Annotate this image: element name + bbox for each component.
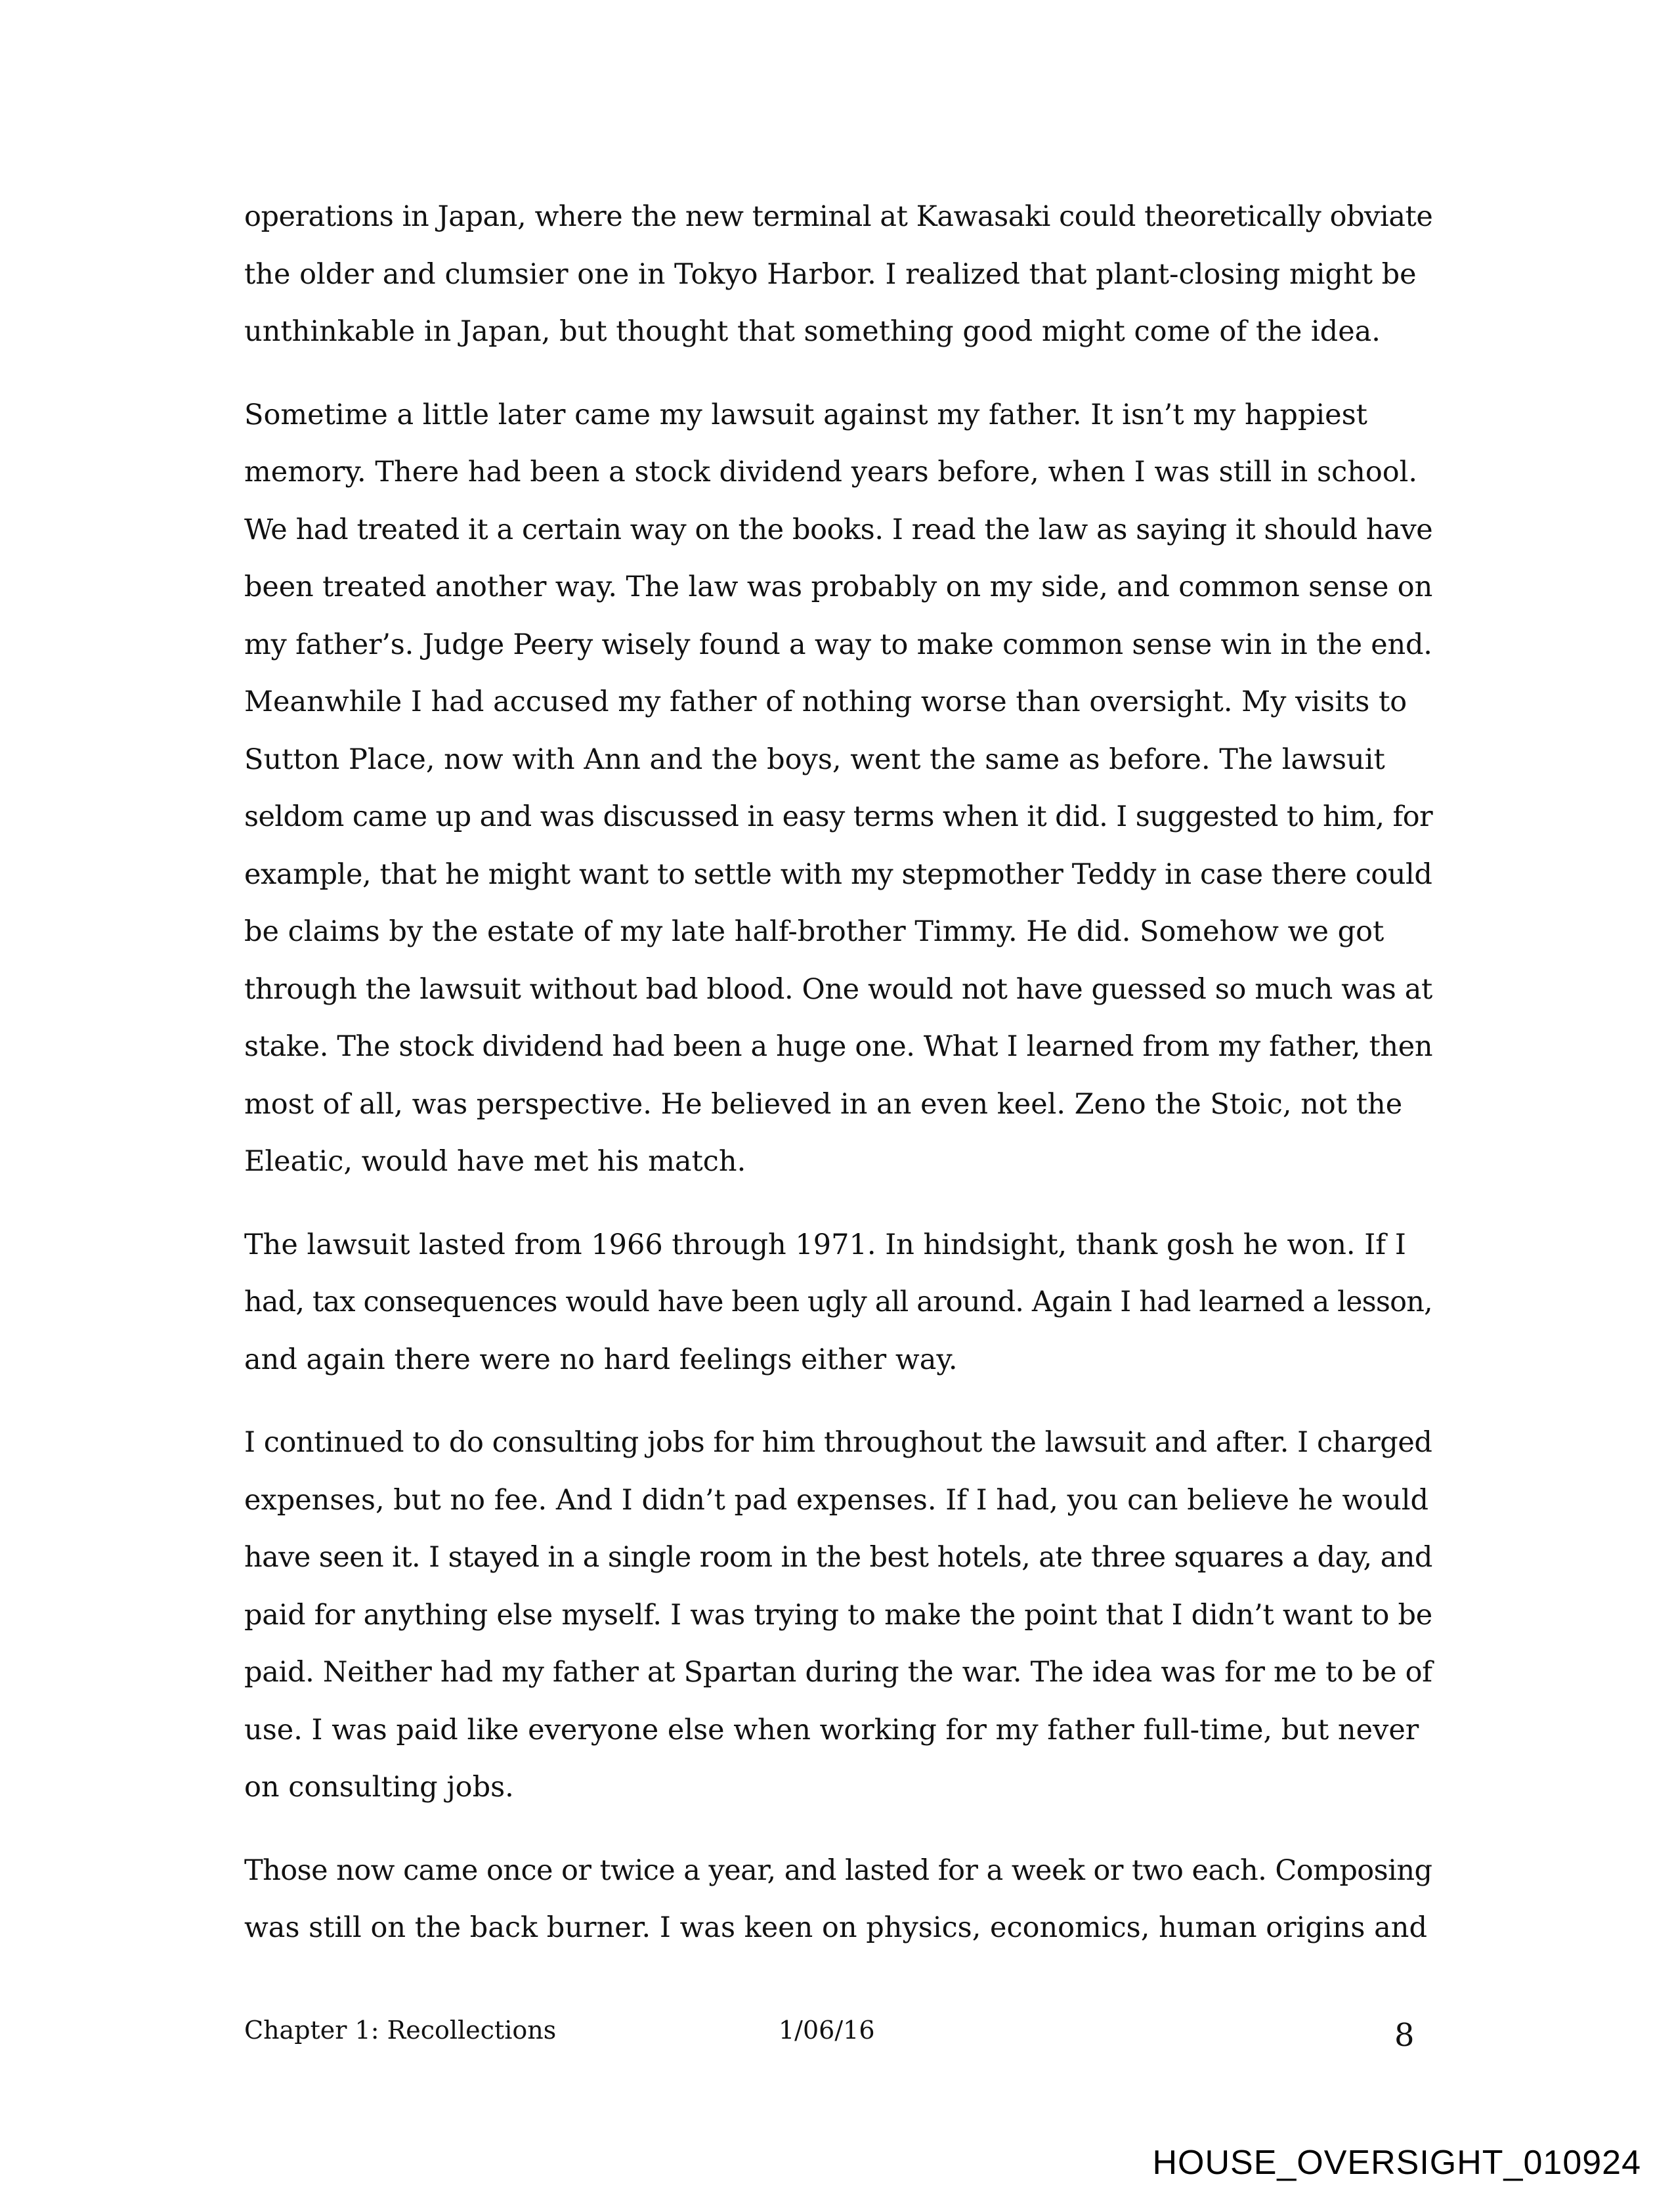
paragraph [244, 188, 1432, 361]
bates-stamp: HOUSE_OVERSIGHT_010924 [1152, 2144, 1641, 2182]
text-line: on consulting jobs. [244, 1771, 514, 1804]
text-line: Sutton Place, now with Ann and the boys, went the same as before. The lawsuit [244, 743, 1385, 776]
text-line: been treated another way. The law was probably on my side, and common sense on [244, 571, 1433, 603]
text-line: be claims by the estate of my late half-brother Timmy. He did. Somehow we got [244, 915, 1384, 948]
paragraph [244, 387, 1432, 1191]
text-line: expenses, but no fee. And I didn’t pad expenses. If I had, you can believe he would [244, 1483, 1429, 1517]
text-line: and again there were no hard feelings either way. [244, 1343, 958, 1376]
paragraph [244, 1217, 1432, 1389]
text-line: operations in Japan, where the new terminal at Kawasaki could theoretically obviate [244, 200, 1433, 233]
text-line: memory. There had been a stock dividend years before, when I was still in school. [244, 456, 1418, 488]
footer-page-number: 8 [1394, 2017, 1415, 2054]
footer-date: 1/06/16 [779, 2016, 875, 2045]
text-line: The lawsuit lasted from 1966 through 1971. In hindsight, thank gosh he won. If I [244, 1228, 1406, 1261]
text-line: seldom came up and was discussed in easy terms when it did. I suggested to him, for [244, 800, 1433, 833]
text-line: stake. The stock dividend had been a huge one. What I learned from my father, then [244, 1030, 1433, 1063]
text-line: Meanwhile I had accused my father of nothing worse than oversight. My visits to [244, 685, 1407, 718]
text-line: paid. Neither had my father at Spartan during the war. The idea was for me to be of [244, 1656, 1432, 1689]
text-line: Those now came once or twice a year, and lasted for a week or two each. Composing [244, 1854, 1432, 1887]
text-line: We had treated it a certain way on the books. I read the law as saying it should have [244, 513, 1433, 546]
text-line: example, that he might want to settle with my stepmother Teddy in case there could [244, 857, 1432, 891]
text-line: most of all, was perspective. He believed in an even keel. Zeno the Stoic, not the [244, 1087, 1403, 1121]
text-line: the older and clumsier one in Tokyo Harbor. I realized that plant-closing might be [244, 257, 1417, 291]
text-line: had, tax consequences would have been ugly all around. Again I had learned a lesson, [244, 1286, 1432, 1318]
text-line: I continued to do consulting jobs for him throughout the lawsuit and after. I charged [244, 1426, 1432, 1459]
paragraph [244, 1414, 1432, 1817]
text-line: Eleatic, would have met his match. [244, 1145, 746, 1178]
text-line: unthinkable in Japan, but thought that something good might come of the idea. [244, 315, 1381, 348]
text-line: through the lawsuit without bad blood. One would not have guessed so much was at [244, 972, 1432, 1006]
text-line: Sometime a little later came my lawsuit against my father. It isn’t my happiest [244, 398, 1367, 431]
paragraph [244, 1842, 1432, 1957]
text-line: have seen it. I stayed in a single room in the best hotels, ate three squares a day, and [244, 1541, 1432, 1574]
text-line: was still on the back burner. I was keen on physics, economics, human origins and [244, 1911, 1427, 1944]
text-line: paid for anything else myself. I was trying to make the point that I didn’t want to be [244, 1598, 1432, 1632]
text-line: my father’s. Judge Peery wisely found a way to make common sense win in the end. [244, 628, 1432, 661]
footer-chapter-title: Chapter 1: Recollections [244, 2016, 557, 2045]
body-text [244, 188, 1432, 1983]
page-footer [0, 2016, 1674, 2055]
text-line: use. I was paid like everyone else when working for my father full-time, but never [244, 1713, 1419, 1746]
